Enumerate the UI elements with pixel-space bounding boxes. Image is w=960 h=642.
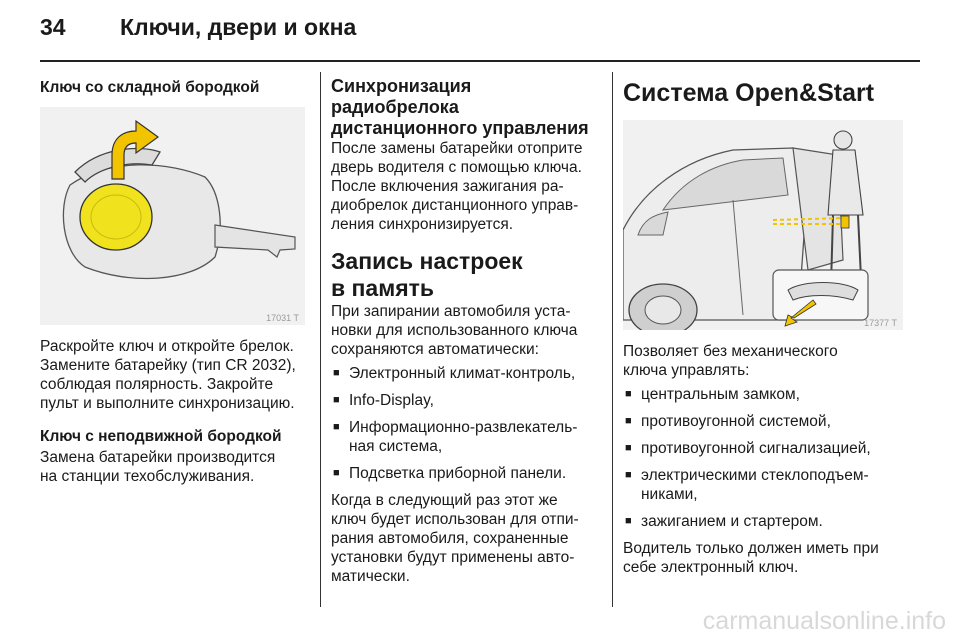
list-item-text: Информационно-развлекатель- [349, 419, 578, 436]
list-item-text: центральным замком, [641, 386, 800, 403]
paragraph [623, 342, 913, 380]
list-item-text: Электронный климат-контроль, [349, 365, 576, 382]
page-header [40, 14, 920, 54]
text-line: себе электронный ключ. [623, 559, 799, 576]
paragraph [40, 337, 310, 413]
section-heading: Ключ с неподвижной бородкой [40, 428, 282, 445]
section-heading [331, 248, 611, 302]
list-item-text: никами, [641, 486, 698, 503]
paragraph [331, 139, 611, 234]
text-line: пульт и выполните синхронизацию. [40, 395, 295, 412]
text-line: Когда в следующий раз этот же [331, 492, 558, 509]
text-line: матически. [331, 568, 410, 585]
text-line: ключ будет использован для отпи- [331, 511, 579, 528]
list-item [331, 418, 611, 456]
figure-code: 17377 T [864, 318, 897, 328]
text-line: дверь водителя с помощью ключа. [331, 159, 582, 176]
list-item-text: Info-Display, [349, 392, 434, 409]
text-line: После замены батарейки отоприте [331, 140, 583, 157]
open-start-figure [623, 120, 903, 330]
section-heading: Ключ со складной бородкой [40, 79, 260, 96]
text-line: Позволяет без механического [623, 343, 838, 360]
list-item [623, 385, 913, 404]
key-fob-icon [841, 216, 849, 228]
heading-line: Синхронизация [331, 76, 472, 96]
paragraph [331, 491, 611, 586]
text-line: новки для использованного ключа [331, 322, 578, 339]
column-2 [331, 72, 611, 586]
list-item [623, 439, 913, 458]
list-item-text: противоугонной системой, [641, 413, 831, 430]
key-battery-figure [40, 107, 305, 325]
section-heading: Система Open&Start [623, 79, 875, 107]
bullet-list [623, 385, 913, 531]
list-item [331, 391, 611, 410]
key-illustration [40, 107, 305, 325]
text-line: При запирании автомобиля уста- [331, 303, 571, 320]
list-item [623, 466, 913, 504]
list-item-text: противоугонной сигнализацией, [641, 440, 871, 457]
car-door-illustration [623, 120, 903, 330]
text-line: Замените батарейку (тип CR 2032), [40, 357, 296, 374]
text-line: ключа управлять: [623, 362, 750, 379]
text-line: на станции техобслуживания. [40, 468, 255, 485]
paragraph [623, 539, 913, 577]
text-line: соблюдая полярность. Закройте [40, 376, 274, 393]
list-item-text: зажиганием и стартером. [641, 513, 823, 530]
column-divider [612, 72, 613, 607]
figure-code: 17031 T [266, 313, 299, 323]
watermark: carmanualsonline.info [702, 607, 946, 635]
list-item [623, 412, 913, 431]
heading-line: в память [331, 275, 435, 301]
paragraph [331, 302, 611, 359]
list-item-text: Подсветка приборной панели. [349, 465, 567, 482]
column-3 [623, 72, 913, 577]
text-line: сохраняются автоматически: [331, 341, 539, 358]
text-line: рания автомобиля, сохраненные [331, 530, 569, 547]
list-item [331, 464, 611, 483]
heading-line: радиобрелока [331, 97, 459, 117]
bullet-list [331, 364, 611, 483]
page-number: 34 [40, 14, 66, 40]
text-line: Раскройте ключ и откройте брелок. [40, 338, 294, 355]
text-line: диобрелок дистанционного управ- [331, 197, 579, 214]
text-line: Замена батарейки производится [40, 449, 276, 466]
heading-line: Запись настроек [331, 248, 523, 274]
list-item-text: электрическими стеклоподъем- [641, 467, 869, 484]
page-title: Ключи, двери и окна [120, 14, 357, 40]
text-line: После включения зажигания ра- [331, 178, 564, 195]
paragraph [40, 448, 310, 486]
header-divider [40, 60, 920, 62]
list-item [331, 364, 611, 383]
heading-line: дистанционного управления [331, 118, 589, 138]
text-line: ления синхронизируется. [331, 216, 514, 233]
text-line: Водитель только должен иметь при [623, 540, 879, 557]
section-heading [331, 76, 611, 139]
list-item-text: ная система, [349, 438, 443, 455]
column-1 [40, 72, 310, 486]
list-item [623, 512, 913, 531]
text-line: установки будут применены авто- [331, 549, 575, 566]
column-divider [320, 72, 321, 607]
